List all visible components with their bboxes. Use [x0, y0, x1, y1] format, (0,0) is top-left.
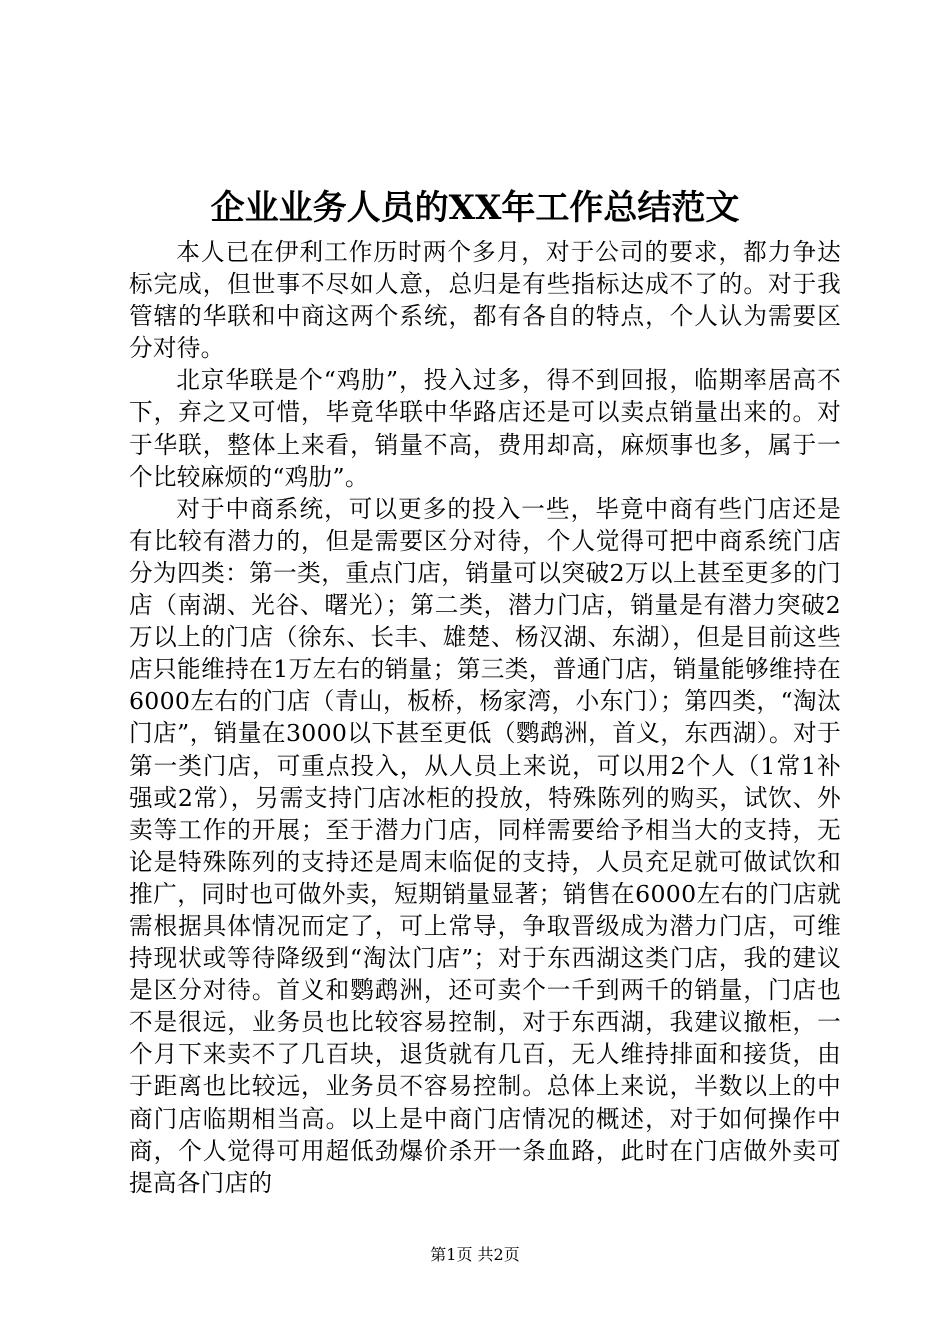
paragraph-2: 北京华联是个“鸡肋”，投入过多，得不到回报，临期率居高不下，弃之又可惜，毕竟华联中华路店还是可以卖点销量出来的。对于华联，整体上来看，销量不高，费用却高，麻烦事也多，属于一个比较麻烦的“鸡肋”。	[129, 366, 841, 491]
paragraph-1: 本人已在伊利工作历时两个多月，对于公司的要求，都力争达标完成，但世事不尽如人意，总归是有些指标达成不了的。对于我管辖的华联和中商这两个系统，都有各自的特点，个人认为需要区分对待。	[129, 238, 841, 363]
paragraph-3: 对于中商系统，可以更多的投入一些，毕竟中商有些门店还是有比较有潜力的，但是需要区分对待，个人觉得可把中商系统门店分为四类：第一类，重点门店，销量可以突破2万以上甚至更多的门店（南湖、光谷、曙光）；第二类，潜力门店，销量是有潜力突破2万以上的门店（徐东、长丰、雄楚、杨汉湖、东湖），但是目前这些店只能维持在1万左右的销量；第三类，普通门店，销量能够维持在6000左右的门店（青山，板桥，杨家湾，小东门）；第四类，“淘汰门店”，销量在3000以下甚至更低（鹦鹉洲，首义，东西湖）。对于第一类门店，可重点投入，从人员上来说，可以用2个人（1常1补强或2常），另需支持门店冰柜的投放，特殊陈列的购买，试饮、外卖等工作的开展；至于潜力门店，同样需要给予相当大的支持，无论是特殊陈列的支持还是周末临促的支持，人员充足就可做试饮和推广，同时也可做外卖，短期销量显著；销售在6000左右的门店就需根据具体情况而定了，可上常导，争取晋级成为潜力门店，可维持现状或等待降级到“淘汰门店”；对于东西湖这类门店，我的建议是区分对待。首义和鹦鹉洲，还可卖个一千到两千的销量，门店也不是很远，业务员也比较容易控制，对于东西湖，我建议撤柜，一个月下来卖不了几百块，退货就有几百，无人维持排面和接货，由于距离也比较远，业务员不容易控制。总体上来说，半数以上的中商门店临期相当高。以上是中商门店情况的概述，对于如何操作中商，个人觉得可用超低劲爆价杀开一条血路，此时在门店做外卖可提高各门店的	[129, 494, 841, 1197]
document-title: 企业业务人员的XX年工作总结范文	[210, 188, 740, 228]
page-footer: 第1页 共2页	[430, 1245, 520, 1264]
document-body	[129, 236, 841, 1199]
